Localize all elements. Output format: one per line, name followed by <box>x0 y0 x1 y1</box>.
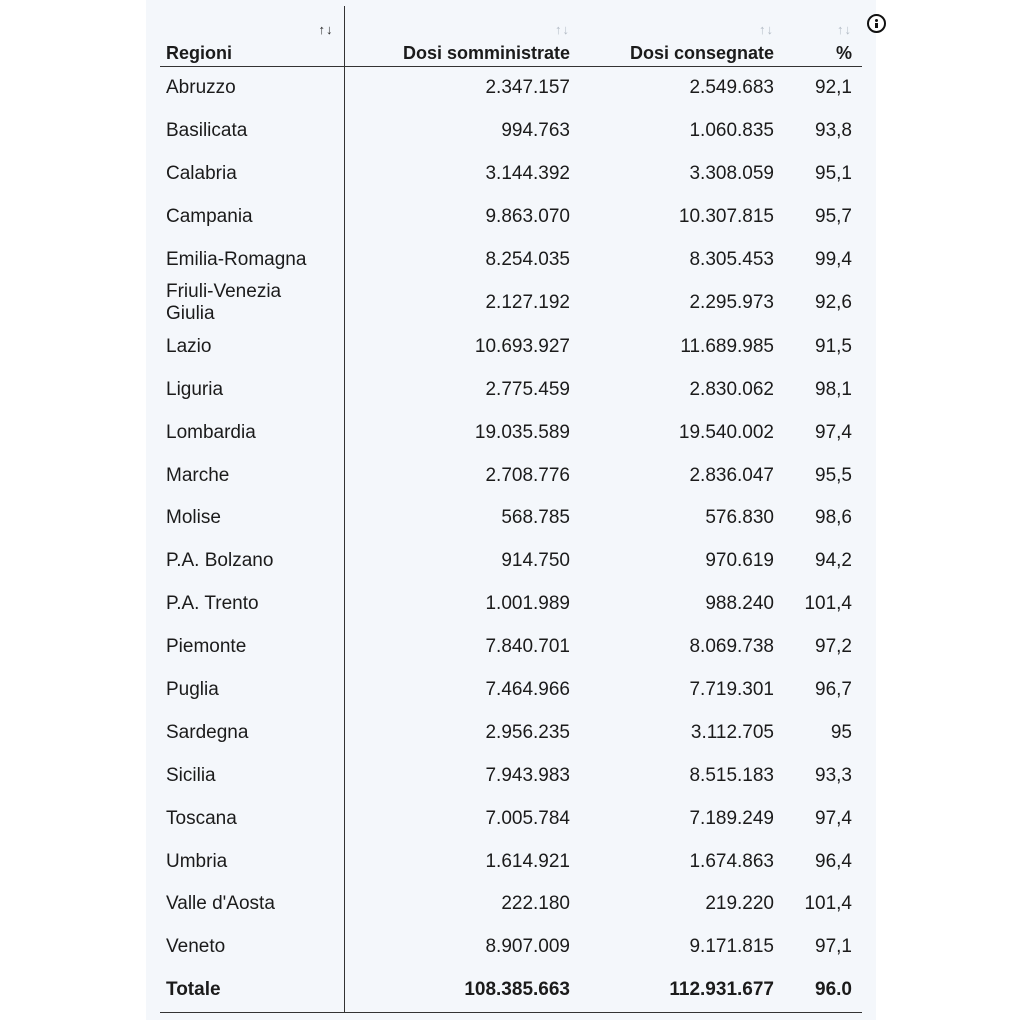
header-row <box>160 6 862 67</box>
cell-administered: 2.775.459 <box>485 378 570 400</box>
cell-percent: 91,5 <box>815 335 852 357</box>
cell-region: Emilia-Romagna <box>160 239 344 282</box>
col-header-administered[interactable] <box>344 6 580 67</box>
cell-delivered: 2.830.062 <box>689 378 774 400</box>
cell-delivered: 11.689.985 <box>680 335 774 357</box>
cell-region: Sardegna <box>160 711 344 754</box>
cell-delivered: 1.060.835 <box>689 120 774 142</box>
cell-administered: 568.785 <box>501 507 570 529</box>
cell-administered: 994.763 <box>501 120 570 142</box>
cell-region: Lombardia <box>160 411 344 454</box>
cell-percent: 101,4 <box>804 593 852 615</box>
cell-delivered: 8.305.453 <box>689 249 774 270</box>
table-row <box>160 67 862 110</box>
cell-region: Piemonte <box>160 626 344 669</box>
info-icon[interactable] <box>867 14 886 33</box>
cell-percent: 96,7 <box>815 679 852 701</box>
cell-region: Totale <box>160 969 344 1012</box>
cell-delivered: 10.307.815 <box>678 206 774 228</box>
cell-administered: 1.001.989 <box>485 593 570 615</box>
cell-region: P.A. Bolzano <box>160 540 344 583</box>
table-row <box>160 411 862 454</box>
sort-icon[interactable]: ↑↓ <box>555 22 570 37</box>
cell-administered: 9.863.070 <box>485 206 570 228</box>
cell-percent: 95,7 <box>815 206 852 228</box>
table-row <box>160 325 862 368</box>
table-row <box>160 883 862 926</box>
cell-delivered: 7.189.249 <box>689 807 774 829</box>
cell-administered: 8.907.009 <box>485 936 570 958</box>
table-row <box>160 368 862 411</box>
cell-administered: 19.035.589 <box>474 421 570 443</box>
table-row <box>160 626 862 669</box>
cell-administered: 914.750 <box>501 550 570 572</box>
cell-administered: 222.180 <box>501 893 570 915</box>
cell-administered: 7.840.701 <box>485 636 570 658</box>
cell-delivered: 3.308.059 <box>689 163 774 185</box>
cell-administered: 2.708.776 <box>485 464 570 486</box>
cell-administered: 2.347.157 <box>485 77 570 99</box>
sort-icon[interactable]: ↑↓ <box>759 22 774 37</box>
table-row <box>160 840 862 883</box>
cell-region: Marche <box>160 454 344 497</box>
cell-percent: 98,1 <box>815 378 852 400</box>
col-header-label: % <box>835 43 852 63</box>
cell-percent: 96.0 <box>784 969 862 1012</box>
table-row <box>160 196 862 239</box>
cell-region: Campania <box>160 196 344 239</box>
cell-delivered: 8.069.738 <box>689 636 774 658</box>
sort-icon[interactable]: ↑↓ <box>318 22 334 37</box>
cell-percent: 98,6 <box>815 507 852 529</box>
cell-delivered: 2.549.683 <box>689 77 774 99</box>
cell-administered: 8.254.035 <box>485 249 570 270</box>
table-row <box>160 926 862 969</box>
cell-region: Puglia <box>160 669 344 712</box>
table-body <box>160 67 862 1013</box>
col-header-percent[interactable] <box>784 6 862 67</box>
col-header-label: Dosi consegnate <box>629 43 774 63</box>
cell-region: Friuli-Venezia Giulia <box>160 281 344 325</box>
cell-administered: 1.614.921 <box>485 850 570 872</box>
cell-delivered: 9.171.815 <box>689 936 774 958</box>
cell-delivered: 7.719.301 <box>689 679 774 701</box>
col-header-label: Dosi somministrate <box>402 43 570 63</box>
cell-delivered: 112.931.677 <box>580 969 784 1012</box>
cell-administered: 7.464.966 <box>485 679 570 701</box>
regions-table <box>160 6 862 1013</box>
cell-percent: 97,1 <box>815 936 852 958</box>
table-row <box>160 281 862 325</box>
cell-administered: 10.693.927 <box>474 335 570 357</box>
cell-delivered: 8.515.183 <box>689 764 774 786</box>
cell-percent: 97,2 <box>815 636 852 658</box>
table-row <box>160 497 862 540</box>
cell-percent: 92,6 <box>815 292 852 314</box>
table-row <box>160 540 862 583</box>
cell-percent: 97,4 <box>815 421 852 443</box>
cell-percent: 93,3 <box>815 764 852 786</box>
cell-percent: 95,1 <box>815 163 852 185</box>
cell-percent: 95,5 <box>815 464 852 486</box>
col-header-delivered[interactable] <box>580 6 784 67</box>
table-row <box>160 711 862 754</box>
cell-percent: 97,4 <box>815 807 852 829</box>
cell-delivered: 2.836.047 <box>689 464 774 486</box>
table-row <box>160 669 862 712</box>
cell-region: Valle d'Aosta <box>160 883 344 926</box>
table-row <box>160 454 862 497</box>
cell-administered: 108.385.663 <box>344 969 580 1012</box>
cell-region: Lazio <box>160 325 344 368</box>
table-row <box>160 797 862 840</box>
cell-region: Molise <box>160 497 344 540</box>
table-row <box>160 153 862 196</box>
cell-percent: 93,8 <box>815 120 852 142</box>
cell-delivered: 219.220 <box>705 893 774 915</box>
cell-percent: 101,4 <box>804 893 852 915</box>
col-header-region[interactable] <box>160 6 344 67</box>
cell-delivered: 19.540.002 <box>678 421 774 443</box>
cell-administered: 2.956.235 <box>485 721 570 743</box>
cell-percent: 92,1 <box>815 77 852 99</box>
cell-percent: 99,4 <box>815 249 852 270</box>
cell-percent: 94,2 <box>815 550 852 572</box>
table-row <box>160 110 862 153</box>
sort-icon[interactable]: ↑↓ <box>837 22 852 37</box>
cell-administered: 7.943.983 <box>485 764 570 786</box>
cell-administered: 3.144.392 <box>485 163 570 185</box>
table-row <box>160 583 862 626</box>
cell-region: Umbria <box>160 840 344 883</box>
cell-percent: 96,4 <box>815 850 852 872</box>
cell-region: Basilicata <box>160 110 344 153</box>
cell-delivered: 3.112.705 <box>690 721 774 743</box>
cell-administered: 2.127.192 <box>485 292 570 314</box>
cell-delivered: 988.240 <box>705 593 774 615</box>
cell-region: Toscana <box>160 797 344 840</box>
col-header-label: Regioni <box>166 43 232 63</box>
cell-percent: 95 <box>830 721 852 743</box>
cell-region: Calabria <box>160 153 344 196</box>
cell-delivered: 2.295.973 <box>689 292 774 314</box>
cell-administered: 7.005.784 <box>485 807 570 829</box>
cell-region: Veneto <box>160 926 344 969</box>
table-row <box>160 754 862 797</box>
cell-delivered: 576.830 <box>705 507 774 529</box>
cell-region: Liguria <box>160 368 344 411</box>
cell-region: Abruzzo <box>160 67 344 110</box>
cell-delivered: 1.674.863 <box>689 850 774 872</box>
cell-region: P.A. Trento <box>160 583 344 626</box>
cell-delivered: 970.619 <box>705 550 774 572</box>
total-row <box>160 969 862 1012</box>
cell-region: Sicilia <box>160 754 344 797</box>
table-row <box>160 239 862 282</box>
